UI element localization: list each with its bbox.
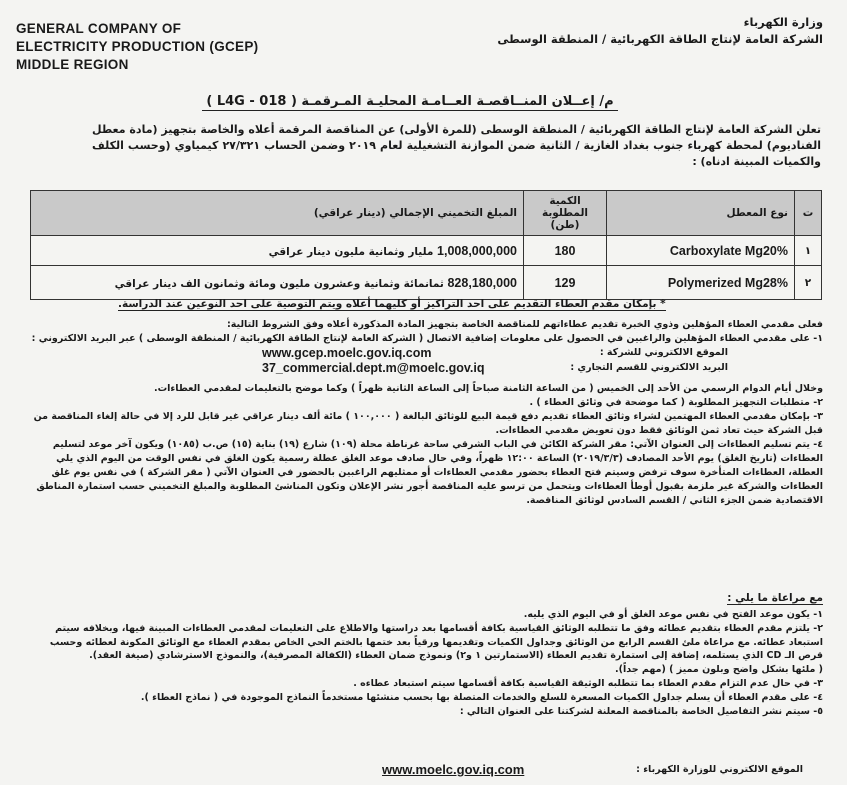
section-heading [727, 592, 823, 604]
list-item: ٥- سيتم نشر التفاصيل الخاصة بالمناقصة المعلنة لشركتنا على العنوان التالي : [459, 705, 823, 717]
tender-note [118, 298, 666, 310]
header-en-line3: MIDDLE REGION [16, 57, 129, 72]
table-row [31, 236, 822, 266]
announcement-title-text: م/ إعــلان المنــاقصـة العــامـة المحليـة المـرقمـة ( L4G - 018 ) [202, 94, 617, 111]
header-ar-line2: الشركة العامة لإنتاج الطاقة الكهربائية / المنطقة الوسطى [497, 32, 823, 46]
ministry-website-label: الموقع الالكتروني للوزارة الكهرباء : [636, 764, 803, 775]
intro-paragraph: تعلن الشركة العامة لإنتاج الطاقة الكهربائية / المنطقة الوسطى (للمرة الأولى) عن المناقصة المرقمة أعلاه والخاصة بتجهيز (مادة معطل الفناديوم) لمحطة كهرباء جنوب بغداد الغازية / الثانية ضمن الموازنة التشغيلية لعام ٢٠١٩ وضمن الحساب ٢٧/٣٢١ كيمياوي (وحسب الكلف والكميات المبينة ادناه) : [92, 123, 822, 168]
row-type: Carboxylate Mg20% [669, 243, 788, 258]
row-amount [31, 266, 524, 300]
list-item: ١- يكون موعد الفتح في نفس موعد الغلق أو في اليوم الذي يليه. [523, 609, 823, 620]
list-item: ٤- على مقدم العطاء أن يسلم جداول الكميات المسعرة للسلع والخدمات المتصلة بها بحسب منشئها مستخدماً النماذج الموجودة في ( نماذج العطاء ). [140, 691, 823, 703]
working-hours: وخلال أيام الدوام الرسمي من الأحد إلى الخميس ( من الساعة الثامنة صباحاً إلى الساعة الثانية ظهراً ) وكما موضح بالتعليمات لمقدمي العطاءات. [154, 383, 823, 394]
company-header-english [16, 20, 258, 74]
row-qty: 180 [554, 243, 576, 258]
list-item: ٣- في حال عدم التزام مقدم العطاء بما تتطلبه الوثيقة القياسية بكافة أقسامها سيتم استبعاد عطاءه . [353, 677, 823, 689]
row-amount-words: ثمانمائة وثمانية وعشرون مليون ومائة وثمانون الف دينار عراقي [114, 277, 444, 290]
row-amount-number: 1,008,000,000 [437, 243, 517, 258]
condition-4: ٤- يتم تسليم العطاءات إلى العنوان الآتي: مقر الشركة الكائن في الباب الشرقي ساحة غرناطة محلة (١٠٩) شارع (١٩) بناية (١٥) ص.ب (١٠٨٥) ويكون آخر موعد لتسليم العطاءات (تاريخ الغلق) يوم الأحد المصادف (٢٠١٩/٣/٣) الساعة ١٢:٠٠ ظهراً، وفي حال صادف موعد الغلق عطلة رسمية يكون الغلق في نفس الوقت من اليوم الذي يلي العطلة، العطاءات المتأخرة سوف ترفض وسيتم فتح العطاء بحضور مقدمي العطاءات أو ممثليهم الراغبين بالحضور في العنوان الآتي ( مقر الشركة ) في نفس يوم غلق العطاءات والشركة غير ملزمة بقبول أوطأ العطاءات ويتحمل من ترسو عليه المناقصة أجور نشر الإعلان وتكون المناشئ المطلوبة والمبلغ التخميني حسب استمارة المناطق الاقتصادية ضمن الجزء الثاني / القسم السادس لوثائق المناقصة. [36, 439, 823, 506]
conditions-body [22, 318, 823, 508]
ministry-website-link[interactable]: www.moelc.gov.iq.com [382, 762, 525, 777]
row-amount-number: 828,180,000 [447, 275, 517, 290]
section-heading-text: مع مراعاة ما يلي : [727, 592, 823, 604]
table-header-row [31, 191, 822, 236]
company-website-link[interactable]: www.gcep.moelc.gov.iq.com [262, 346, 432, 360]
commercial-email-line [22, 361, 823, 376]
condition-2: ٢- متطلبات التجهيز المطلوبة ( كما موضحة في وثائق العطاء ) . [529, 397, 823, 408]
row-num: ٢ [795, 266, 822, 300]
header-qty: الكمية المطلوبة (طن) [524, 191, 607, 236]
table-row [31, 266, 822, 300]
company-website-label: الموقع الالكتروني للشركة : [599, 347, 728, 358]
condition-3: ٣- بإمكان مقدمي العطاء المهتمين لشراء وثائق العطاء تقديم دفع قيمة البيع للوثائق البالغة ( ١٠٠,٠٠٠ ) مائة ألف دينار عراقي غير قابل للرد إلا في حالة إلغاء المناقصة من قبل الشركة حيث تعاد ثمن الوثائق فقط دون تعويض مقدمي العطاءات. [33, 411, 823, 436]
quantities-table [30, 190, 822, 300]
commercial-email-label: البريد الالكتروني للقسم التجاري : [570, 362, 728, 373]
commercial-email-link[interactable]: 37_commercial.dept.m@moelc.gov.iq [262, 361, 485, 375]
announcement-title [170, 94, 650, 109]
company-website-line [22, 346, 823, 361]
header-type: نوع المعطل [607, 191, 795, 236]
company-header-arabic [497, 14, 823, 48]
row-qty: 129 [554, 275, 576, 290]
row-amount-words: مليار وثمانية مليون دينار عراقي [268, 245, 434, 258]
header-ar-line1: وزارة الكهرباء [743, 15, 823, 29]
notes-list [22, 608, 823, 718]
header-en-line2: ELECTRICITY PRODUCTION (GCEP) [16, 39, 259, 54]
tender-note-text: * بإمكان مقدم العطاء التقديم على احد التراكيز أو كليهما أعلاه ويتم التوصية على احد النوعين عند الدراسة. [118, 298, 666, 310]
row-amount [31, 236, 524, 266]
row-num: ١ [795, 236, 822, 266]
header-amount: المبلغ التخميني الإجمالي (دينار عراقي) [31, 191, 524, 236]
header-en-line1: GENERAL COMPANY OF [16, 21, 182, 36]
row-type: Polymerized Mg28% [667, 275, 788, 290]
list-item: ٢- يلتزم مقدم العطاء بتقديم عطائه وفق ما تتطلبه الوثائق القياسية بكافة أقسامها بعد دراستها والاطلاع على التعليمات لمقدمي العطاءات المبينة فيها، وبخلافه سيتم استبعاد عطائه. مع مراعاة ملئ القسم الرابع من الوثائق وجداول الكميات وتقديمها ورقياً بعد ختمها بالختم الحي الخاص بمقدم العطاء مع الوثائق المكونة لعطائه وحسب قرص الـ CD الذي يستلمه، إضافة إلى استمارة تقديم العطاء (الاستمارتين ١ و٢) ونموذج ضمان العطاء (الكفالة المصرفية)، والنموذج الاسترشادي (صيغة العقد). [49, 622, 823, 662]
condition-1: ١- على مقدمي العطاء المؤهلين والراغبين في الحصول على معلومات إضافية الاتصال ( الشركة العامة لإنتاج الطاقة الكهربائية / المنطقة الوسطى ) عبر البريد الالكتروني : [31, 333, 823, 344]
header-num: ت [795, 191, 822, 236]
list-item: ( ملئها بشكل واضح وبلون مميز ) (مهم جداً). [615, 664, 823, 676]
conditions-intro: فعلى مقدمي العطاء المؤهلين وذوي الخبرة تقديم عطاءاتهم للمناقصة الخاصة بتجهيز المادة المذكورة أعلاه وفق الشروط التالية: [227, 319, 823, 330]
